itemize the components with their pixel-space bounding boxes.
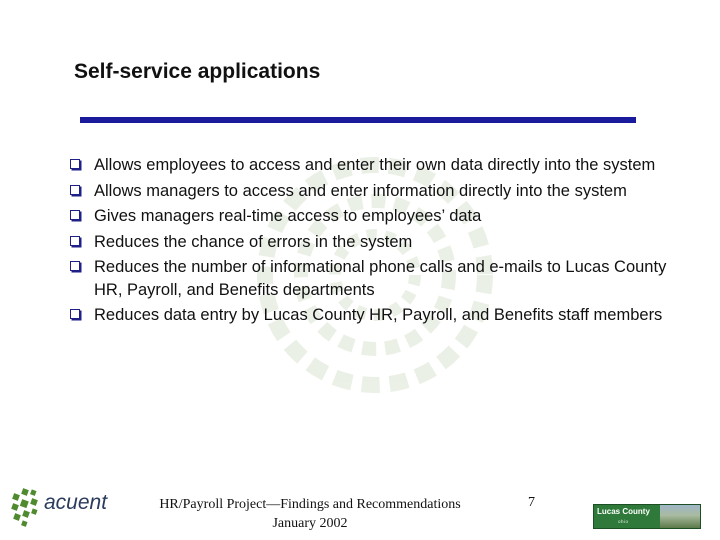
bullet-text: Allows employees to access and enter their own data directly into the system	[94, 156, 656, 174]
page-number: 7	[528, 495, 535, 510]
slide-title: Self-service applications	[74, 60, 321, 83]
checkbox-bullet-icon	[70, 309, 80, 319]
bullet-item	[70, 304, 670, 327]
bullet-item	[70, 180, 670, 203]
checkbox-bullet-icon	[70, 210, 80, 220]
checkbox-bullet-icon	[70, 159, 80, 169]
bullet-item	[70, 256, 670, 301]
bullet-text: Reduces the chance of errors in the system	[94, 232, 413, 251]
bullet-item	[70, 231, 670, 254]
acuent-mark-icon	[11, 488, 38, 527]
footer-date: January 2002	[272, 516, 348, 531]
footer-project-info	[150, 495, 470, 533]
lucas-county-logo	[593, 504, 701, 529]
bullet-text: Reduces data entry by Lucas County HR, Payroll, and Benefits staff members	[94, 306, 663, 324]
bullet-text: Reduces the number of informational phone calls and e-mails to Lucas County HR, Payroll, and Benefits departments	[94, 258, 667, 299]
bullet-item	[70, 205, 670, 228]
checkbox-bullet-icon	[70, 236, 80, 246]
bullet-text: Gives managers real-time access to employees’ data	[94, 207, 482, 225]
lucas-county-name: Lucas County	[597, 507, 650, 516]
title-underline	[80, 117, 636, 123]
checkbox-bullet-icon	[70, 185, 80, 195]
svg-text:acuent: acuent	[44, 491, 108, 514]
checkbox-bullet-icon	[70, 261, 80, 271]
acuent-logo	[10, 484, 128, 530]
lucas-county-subtitle: ohio	[618, 519, 629, 524]
footer-project-line: HR/Payroll Project—Findings and Recommendations	[159, 497, 461, 512]
bullet-item	[70, 154, 670, 177]
bullet-list	[70, 154, 670, 330]
bullet-text: Allows managers to access and enter information directly into the system	[94, 181, 627, 200]
lucas-county-photo	[660, 505, 701, 528]
